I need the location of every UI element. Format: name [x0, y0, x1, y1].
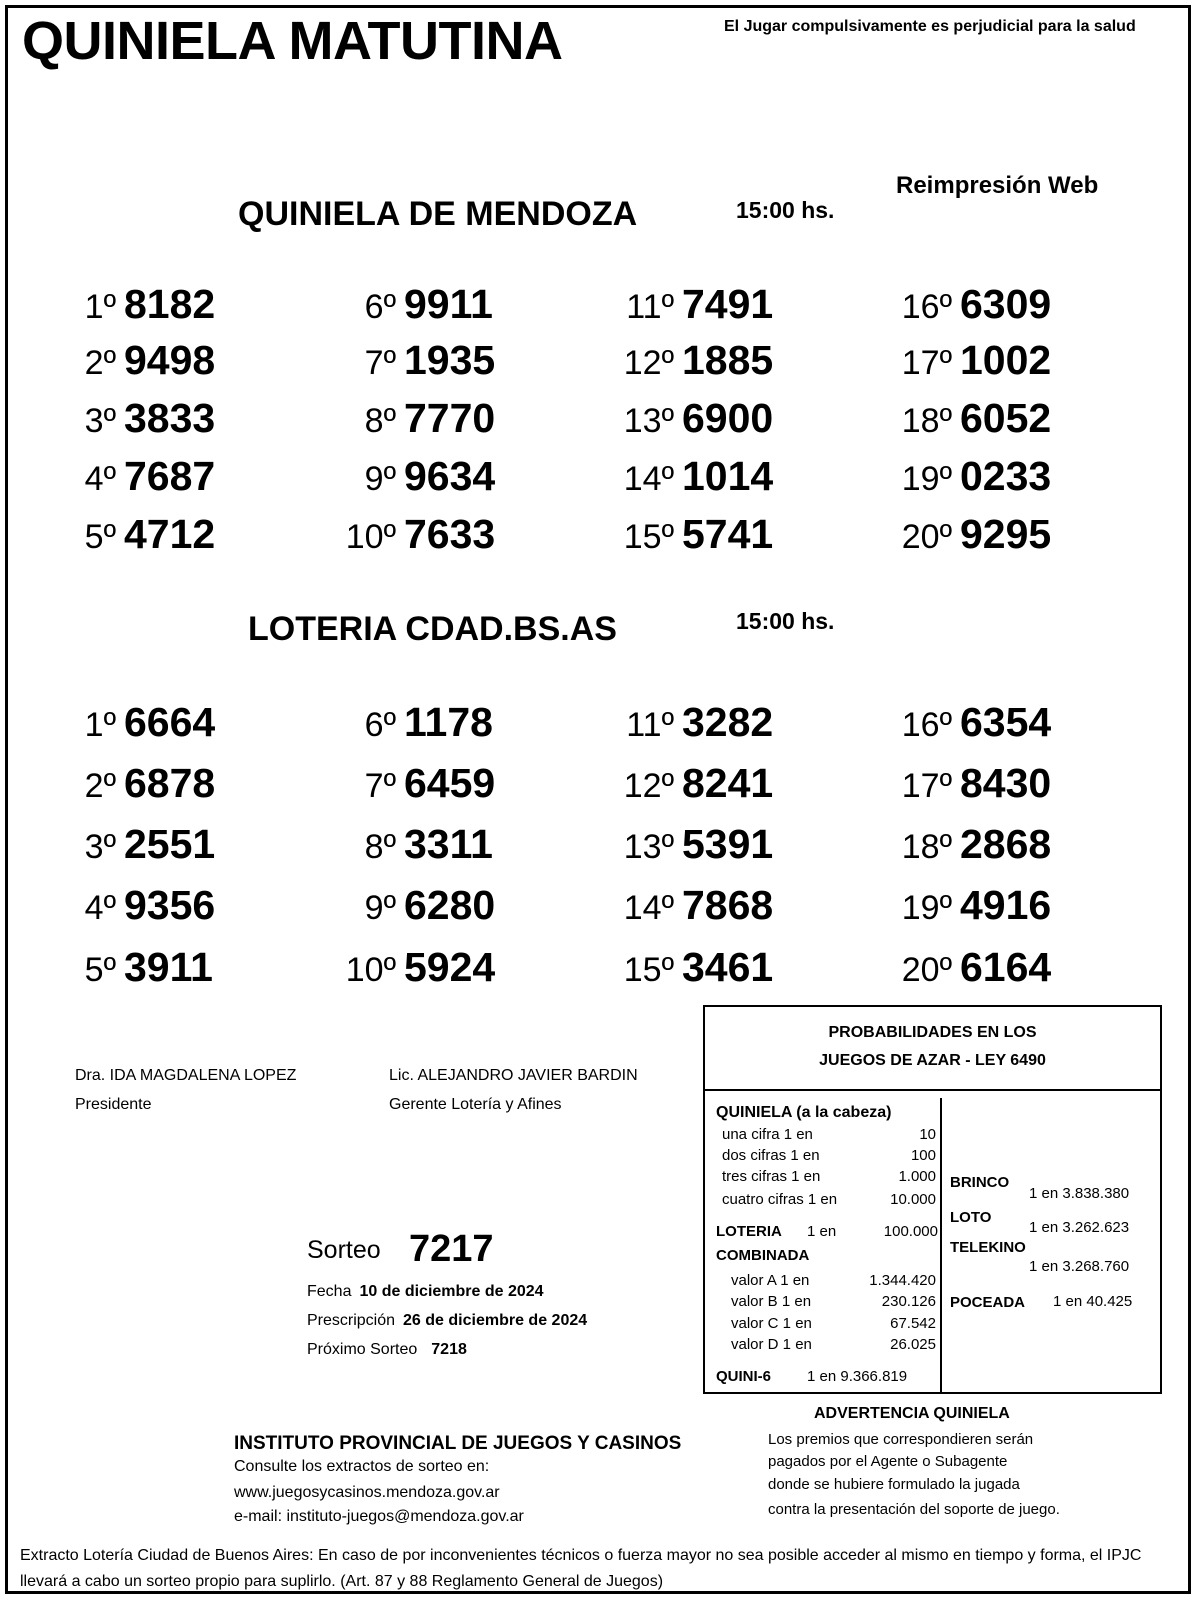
loto-odds-value: 1 en 3.262.623 — [1029, 1219, 1130, 1236]
institute-name: INSTITUTO PROVINCIAL DE JUEGOS Y CASINOS — [234, 1433, 682, 1454]
signature-name: Lic. ALEJANDRO JAVIER BARDIN — [389, 1067, 638, 1084]
quiniela-odds-label: tres cifras 1 en — [722, 1168, 821, 1185]
result-entry — [330, 760, 496, 806]
result-number: 3282 — [682, 699, 774, 745]
section-time-buenos-aires: 15:00 hs. — [736, 608, 835, 634]
result-entry — [608, 281, 774, 327]
result-position: 17º — [901, 344, 952, 382]
result-position: 7º — [364, 344, 396, 382]
result-position: 19º — [901, 889, 952, 927]
result-number: 5924 — [404, 944, 496, 990]
result-entry — [886, 337, 1052, 383]
result-entry — [886, 281, 1052, 327]
result-entry — [608, 760, 774, 806]
result-entry — [886, 395, 1052, 441]
result-entry — [330, 281, 493, 327]
result-position: 3º — [84, 828, 116, 866]
section-title-buenos-aires: LOTERIA CDAD.BS.AS — [248, 610, 617, 648]
combinada-odds-value: 26.025 — [890, 1336, 936, 1353]
signature-role: Gerente Lotería y Afines — [389, 1096, 562, 1113]
result-entry — [608, 337, 774, 383]
result-entry — [72, 511, 216, 557]
result-position: 14º — [623, 889, 674, 927]
result-number: 9356 — [124, 882, 216, 928]
combinada-odds-value: 67.542 — [890, 1315, 936, 1332]
combinada-odds-label: valor C 1 en — [731, 1315, 812, 1332]
result-number: 7770 — [404, 395, 496, 441]
result-number: 4916 — [960, 882, 1052, 928]
result-number: 1935 — [404, 337, 496, 383]
result-entry — [608, 882, 774, 928]
result-number: 9295 — [960, 511, 1052, 557]
result-number: 8430 — [960, 760, 1052, 806]
result-position: 16º — [901, 288, 952, 326]
draw-prescription — [307, 1312, 587, 1330]
result-number: 8182 — [124, 281, 216, 327]
draw-date-value: 10 de diciembre de 2024 — [359, 1283, 544, 1300]
combinada-odds-value: 1.344.420 — [869, 1272, 936, 1289]
probabilities-title-line1: PROBABILIDADES EN LOS — [828, 1024, 1037, 1041]
draw-prescription-label: Prescripción — [307, 1312, 396, 1329]
quini6-odds-value: 1 en 9.366.819 — [807, 1368, 908, 1385]
result-position: 16º — [901, 706, 952, 744]
telekino-odds-value: 1 en 3.268.760 — [1029, 1258, 1130, 1275]
result-number: 6280 — [404, 882, 496, 928]
result-entry — [886, 821, 1052, 867]
poceada-odds-label: POCEADA — [950, 1294, 1026, 1311]
result-position: 11º — [626, 288, 674, 326]
combinada-odds-label: valor A 1 en — [731, 1272, 810, 1289]
email-link[interactable]: e-mail: instituto-juegos@mendoza.gov.ar — [234, 1508, 524, 1525]
result-position: 6º — [364, 706, 396, 744]
website-link[interactable]: www.juegosycasinos.mendoza.gov.ar — [234, 1484, 500, 1501]
result-number: 5391 — [682, 821, 774, 867]
result-number: 6664 — [124, 699, 216, 745]
result-number: 0233 — [960, 453, 1052, 499]
quiniela-odds-title: QUINIELA (a la cabeza) — [716, 1104, 892, 1121]
draw-next — [307, 1341, 467, 1359]
loteria-odds-label: LOTERIA — [716, 1223, 782, 1240]
result-number: 6052 — [960, 395, 1052, 441]
result-number: 7491 — [682, 281, 774, 327]
result-position: 20º — [901, 951, 952, 989]
result-position: 7º — [364, 767, 396, 805]
result-entry — [608, 944, 774, 990]
result-position: 18º — [901, 402, 952, 440]
result-position: 6º — [364, 288, 396, 326]
result-entry — [72, 395, 216, 441]
loteria-odds-value: 100.000 — [883, 1223, 938, 1240]
combinada-odds-label: valor B 1 en — [731, 1293, 812, 1310]
result-entry — [330, 511, 496, 557]
probabilities-title-line2: JUEGOS DE AZAR - LEY 6490 — [819, 1052, 1046, 1069]
result-entry — [72, 882, 216, 928]
result-entry — [608, 511, 774, 557]
result-number: 7687 — [124, 453, 216, 499]
combinada-odds-label: valor D 1 en — [731, 1336, 812, 1353]
result-entry — [330, 453, 496, 499]
loto-odds-label: LOTO — [950, 1209, 992, 1226]
result-position: 13º — [623, 828, 674, 866]
result-number: 1002 — [960, 337, 1052, 383]
result-entry — [608, 821, 774, 867]
disclaimer-text: Extracto Lotería Ciudad de Buenos Aires: En caso de por inconvenientes técnicos o fuerza mayor no sea posible acceder al mismo en tiempo y forma, el IPJC llevará a cabo un sorteo propio para suplirlo. (Art. 87 y 88 Reglamento General de Juegos) — [20, 1547, 1142, 1590]
combinada-odds-value: 230.126 — [881, 1293, 936, 1310]
result-entry — [608, 453, 774, 499]
result-entry — [72, 453, 216, 499]
result-entry — [608, 395, 774, 441]
result-position: 18º — [901, 828, 952, 866]
result-number: 3911 — [124, 944, 213, 990]
result-entry — [886, 882, 1052, 928]
result-number: 9911 — [404, 281, 493, 327]
quiniela-odds-label: dos cifras 1 en — [722, 1147, 820, 1164]
quiniela-odds-value: 1.000 — [898, 1168, 936, 1185]
result-position: 13º — [623, 402, 674, 440]
advertencia-line: pagados por el Agente o Subagente — [768, 1453, 1008, 1470]
telekino-odds-label: TELEKINO — [950, 1239, 1026, 1256]
result-position: 9º — [364, 460, 396, 498]
result-position: 8º — [364, 828, 396, 866]
result-number: 5741 — [682, 511, 774, 557]
result-number: 3461 — [682, 944, 774, 990]
result-position: 9º — [364, 889, 396, 927]
result-position: 12º — [623, 767, 674, 805]
result-number: 2868 — [960, 821, 1052, 867]
result-entry — [72, 281, 216, 327]
result-number: 6878 — [124, 760, 216, 806]
result-position: 11º — [626, 706, 674, 744]
result-position: 3º — [84, 402, 116, 440]
section-title-mendoza: QUINIELA DE MENDOZA — [238, 195, 638, 233]
loteria-odds-text: 1 en — [807, 1223, 837, 1240]
result-position: 15º — [623, 518, 674, 556]
result-position: 5º — [84, 951, 116, 989]
result-position: 14º — [623, 460, 674, 498]
result-number: 3311 — [404, 821, 493, 867]
result-entry — [330, 699, 493, 745]
result-number: 2551 — [124, 821, 216, 867]
result-entry — [886, 760, 1052, 806]
probabilities-header — [705, 1007, 1160, 1091]
consult-text: Consulte los extractos de sorteo en: — [234, 1458, 490, 1475]
probabilities-box — [703, 1005, 1162, 1394]
result-number: 6164 — [960, 944, 1052, 990]
result-entry — [330, 882, 496, 928]
result-number: 6900 — [682, 395, 774, 441]
result-position: 20º — [901, 518, 952, 556]
result-position: 5º — [84, 518, 116, 556]
result-number: 7868 — [682, 882, 774, 928]
draw-next-value: 7218 — [431, 1341, 467, 1358]
brinco-odds-value: 1 en 3.838.380 — [1029, 1185, 1130, 1202]
result-position: 4º — [84, 889, 116, 927]
result-position: 10º — [345, 951, 396, 989]
result-entry — [886, 944, 1052, 990]
result-entry — [72, 337, 216, 383]
draw-label: Sorteo — [307, 1236, 381, 1264]
result-number: 6354 — [960, 699, 1052, 745]
result-entry — [886, 453, 1052, 499]
result-number: 1014 — [682, 453, 774, 499]
quiniela-odds-label: una cifra 1 en — [722, 1126, 813, 1143]
result-number: 7633 — [404, 511, 496, 557]
result-number: 9498 — [124, 337, 216, 383]
quiniela-odds-value: 100 — [910, 1147, 936, 1164]
signature-role: Presidente — [75, 1096, 152, 1113]
result-position: 1º — [84, 706, 116, 744]
quini6-odds-label: QUINI-6 — [716, 1368, 772, 1385]
advertencia-line: contra la presentación del soporte de juego. — [768, 1501, 1060, 1518]
result-entry — [886, 511, 1052, 557]
quiniela-odds-label: cuatro cifras 1 en — [722, 1191, 838, 1208]
quiniela-odds-value: 10.000 — [890, 1191, 936, 1208]
result-position: 4º — [84, 460, 116, 498]
advertencia-line: donde se hubiere formulado la jugada — [768, 1476, 1020, 1493]
result-number: 8241 — [682, 760, 774, 806]
advertencia-title: ADVERTENCIA QUINIELA — [814, 1405, 1010, 1422]
result-number: 4712 — [124, 511, 216, 557]
poceada-odds-value: 1 en 40.425 — [1053, 1293, 1133, 1310]
result-position: 1º — [84, 288, 116, 326]
result-number: 1885 — [682, 337, 774, 383]
result-entry — [330, 337, 496, 383]
brinco-odds-label: BRINCO — [950, 1174, 1010, 1191]
result-position: 15º — [623, 951, 674, 989]
result-entry — [886, 699, 1052, 745]
result-number: 9634 — [404, 453, 496, 499]
draw-next-label: Próximo Sorteo — [307, 1341, 418, 1358]
result-entry — [72, 821, 216, 867]
result-position: 12º — [623, 344, 674, 382]
probabilities-divider — [940, 1098, 942, 1392]
section-time-mendoza: 15:00 hs. — [736, 197, 835, 223]
draw-prescription-value: 26 de diciembre de 2024 — [403, 1312, 588, 1329]
result-position: 19º — [901, 460, 952, 498]
result-position: 2º — [84, 767, 116, 805]
result-entry — [72, 944, 213, 990]
result-entry — [330, 395, 496, 441]
result-number: 1178 — [404, 699, 493, 745]
result-number: 6459 — [404, 760, 496, 806]
signature-manager — [389, 1061, 638, 1119]
result-position: 8º — [364, 402, 396, 440]
result-number: 3833 — [124, 395, 216, 441]
result-entry — [608, 699, 774, 745]
page-title: QUINIELA MATUTINA — [22, 11, 563, 71]
combinada-odds-title: COMBINADA — [716, 1247, 810, 1264]
draw-date-label: Fecha — [307, 1283, 352, 1300]
result-position: 2º — [84, 344, 116, 382]
result-number: 6309 — [960, 281, 1052, 327]
result-entry — [330, 944, 496, 990]
result-position: 10º — [345, 518, 396, 556]
signature-president — [75, 1061, 296, 1119]
result-entry — [330, 821, 493, 867]
result-position: 17º — [901, 767, 952, 805]
quiniela-odds-value: 10 — [919, 1126, 936, 1143]
result-entry — [72, 760, 216, 806]
draw-number: 7217 — [409, 1228, 494, 1270]
reprint-label: Reimpresión Web — [896, 172, 1099, 199]
health-warning: El Jugar compulsivamente es perjudicial para la salud — [724, 18, 1136, 35]
signature-name: Dra. IDA MAGDALENA LOPEZ — [75, 1067, 297, 1084]
result-entry — [72, 699, 216, 745]
draw-date — [307, 1283, 544, 1301]
advertencia-line: Los premios que correspondieren serán — [768, 1431, 1034, 1448]
